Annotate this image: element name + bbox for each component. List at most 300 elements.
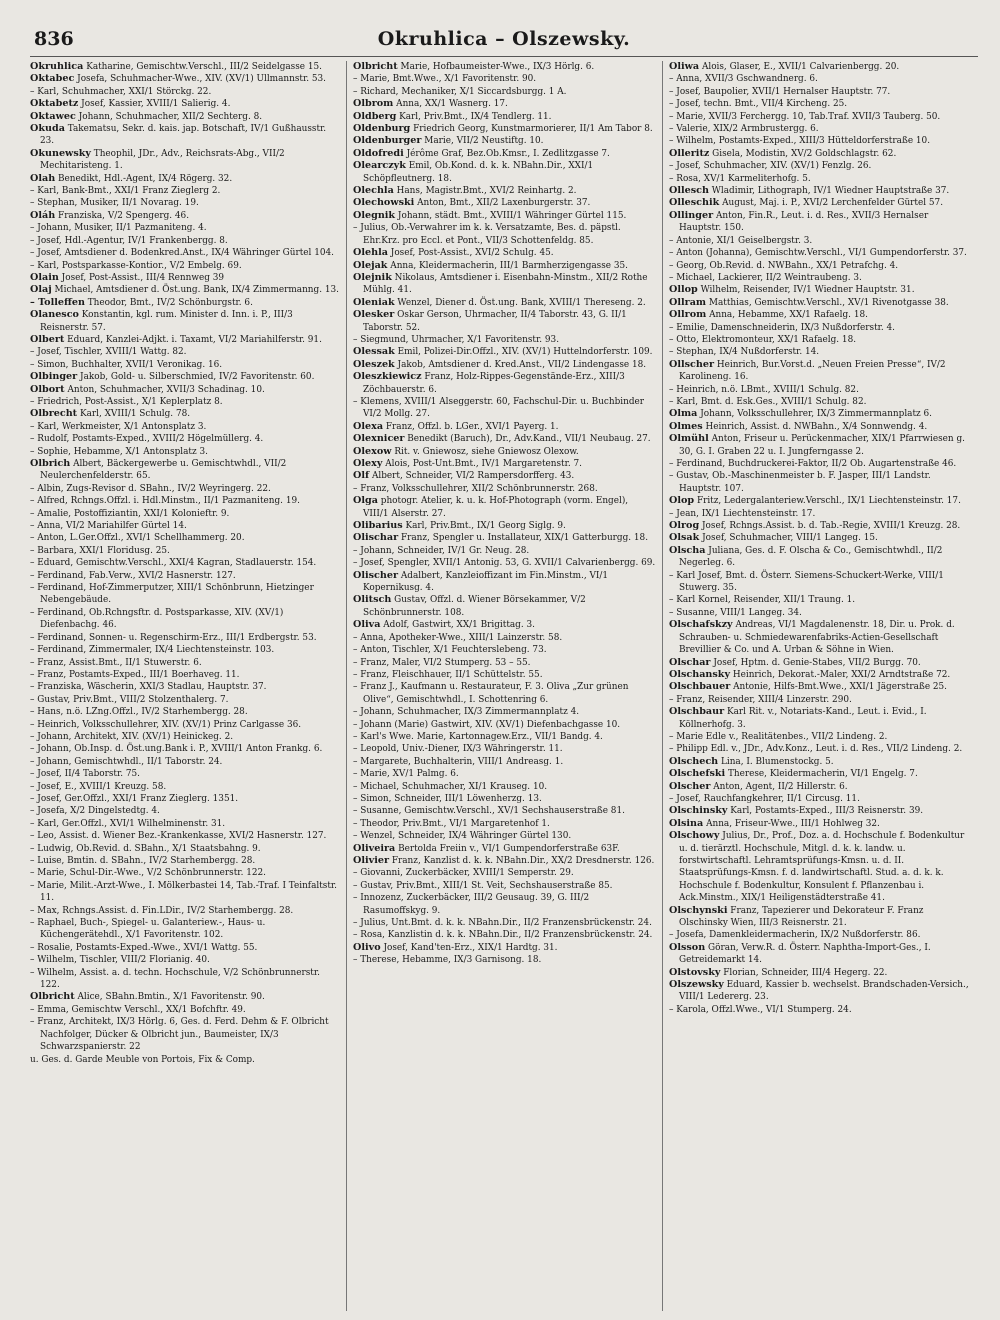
directory-entry bbox=[30, 991, 340, 1003]
entry-surname: Olejak bbox=[353, 259, 388, 271]
directory-entry bbox=[353, 619, 656, 631]
directory-entry bbox=[353, 185, 656, 197]
entry-details: – Ferdinand, Zimmermaler, IX/4 Liechtensteinstr. 103. bbox=[30, 645, 275, 656]
directory-entry bbox=[30, 235, 340, 247]
entry-surname: Olsson bbox=[669, 941, 706, 953]
directory-entry bbox=[353, 781, 656, 793]
entry-surname: Oktawec bbox=[30, 110, 76, 122]
directory-entry bbox=[353, 880, 656, 892]
entry-details: – Marie, Schul-Dir.-Wwe., V/2 Schönbrunnerstr. 122. bbox=[30, 868, 266, 879]
directory-entry bbox=[669, 346, 972, 358]
page-number: 836 bbox=[34, 28, 74, 50]
entry-details: Konstantin, kgl. rum. Minister d. Inn. i. P., III/3 Reisnerstr. 57. bbox=[40, 310, 293, 333]
entry-details: Franziska, V/2 Spengerg. 46. bbox=[58, 210, 190, 221]
entry-surname: Olsak bbox=[669, 532, 700, 544]
directory-entry bbox=[30, 1054, 340, 1066]
directory-entry bbox=[353, 830, 656, 842]
directory-entry bbox=[353, 359, 656, 371]
directory-entry bbox=[30, 446, 340, 458]
entry-details: – Franz, Reisender, XIII/4 Linzerstr. 290. bbox=[669, 694, 852, 705]
directory-entry bbox=[353, 483, 656, 495]
directory-entry bbox=[353, 160, 656, 185]
directory-entry bbox=[353, 917, 656, 929]
directory-entry bbox=[353, 446, 656, 458]
entry-surname: Olbrich bbox=[30, 458, 71, 469]
entry-surname: Olma bbox=[669, 408, 698, 420]
directory-entry bbox=[669, 756, 972, 768]
directory-entry bbox=[30, 61, 340, 73]
directory-entry bbox=[669, 173, 972, 185]
entry-surname: Oktabec bbox=[30, 73, 75, 85]
directory-entry bbox=[669, 433, 972, 458]
entry-details: – Anton (Johanna), Gemischtw.Verschl., VI/1 Gumpendorferstr. 37. bbox=[669, 248, 967, 259]
entry-surname: Oliwa bbox=[669, 61, 700, 72]
entry-surname: Oldenburger bbox=[353, 135, 422, 147]
entry-surname: Olop bbox=[669, 495, 695, 507]
directory-entry bbox=[353, 892, 656, 917]
directory-entry bbox=[669, 210, 972, 235]
entry-details: – Richard, Mechaniker, X/1 Siccardsburgg. 1 A. bbox=[353, 86, 567, 97]
directory-entry bbox=[30, 458, 340, 483]
entry-surname: Olexy bbox=[353, 458, 383, 469]
entry-details: – Jean, IX/1 Liechtensteinstr. 17. bbox=[669, 508, 816, 519]
entry-details: – Karl, Postsparkasse-Kontior., V/2 Embelg. 69. bbox=[30, 260, 242, 271]
entry-details: – Josef, E., XVIII/1 Kreuzg. 58. bbox=[30, 781, 167, 792]
directory-entry bbox=[353, 743, 656, 755]
directory-entry bbox=[30, 942, 340, 954]
directory-entry bbox=[353, 805, 656, 817]
directory-entry bbox=[669, 905, 972, 930]
entry-details: Florian, Schneider, III/4 Hegerg. 22. bbox=[723, 967, 888, 978]
directory-entry bbox=[353, 197, 656, 209]
directory-entry bbox=[669, 607, 972, 619]
directory-entry bbox=[353, 929, 656, 941]
entry-details: – Marie, XVII/3 Ferchergg. 10, Tab.Traf. XVII/3 Tauberg. 50. bbox=[669, 111, 941, 122]
directory-entry bbox=[353, 470, 656, 482]
directory-entry bbox=[669, 1004, 972, 1016]
directory-entry bbox=[30, 805, 340, 817]
directory-entry bbox=[353, 855, 656, 867]
directory-entry bbox=[353, 657, 656, 669]
directory-entry bbox=[353, 768, 656, 780]
directory-entry bbox=[669, 520, 972, 532]
entry-details: – Marie Edle v., Realitätenbes., VII/2 Lindeng. 2. bbox=[669, 731, 888, 742]
directory-entry bbox=[669, 272, 972, 284]
directory-entry bbox=[30, 880, 340, 905]
entry-details: – Karl's Wwe. Marie, Kartonnagew.Erz., VII/1 Bandg. 4. bbox=[353, 731, 603, 742]
directory-entry bbox=[30, 421, 340, 433]
entry-details: Gisela, Modistin, XV/2 Goldschlagstr. 62. bbox=[712, 148, 897, 159]
entry-details: Wladimir, Lithograph, IV/1 Wiedner Hauptstraße 37. bbox=[711, 186, 950, 197]
directory-entry bbox=[669, 260, 972, 272]
entry-surname: Oliveira bbox=[353, 842, 396, 854]
entry-details: – Johann, Musiker, II/1 Pazmaniteng. 4. bbox=[30, 223, 207, 234]
directory-entry bbox=[30, 508, 340, 520]
entry-details: – Heinrich, n.ö. LBmt., XVIII/1 Schulg. 82. bbox=[669, 384, 859, 395]
directory-entry bbox=[30, 793, 340, 805]
entry-surname: Olivo bbox=[353, 941, 381, 953]
directory-entry bbox=[30, 694, 340, 706]
directory-entry bbox=[30, 743, 340, 755]
directory-entry bbox=[669, 235, 972, 247]
entry-details: – Johann, Schuhmacher, IX/3 Zimmermannplatz 4. bbox=[353, 707, 580, 718]
directory-entry bbox=[30, 272, 340, 284]
directory-entry bbox=[30, 843, 340, 855]
entry-details: – Amalie, Postoffiziantin, XXI/1 Kolonieftr. 9. bbox=[30, 508, 230, 519]
directory-entry bbox=[669, 979, 972, 1004]
entry-details: – Michael, Schuhmacher, XI/1 Krauseg. 10. bbox=[353, 781, 548, 792]
entry-details: – Josefa, Damenkleidermacherin, IX/2 Nußdorferstr. 86. bbox=[669, 930, 921, 941]
entry-details: – Stephan, Musiker, II/1 Novarag. 19. bbox=[30, 198, 199, 209]
entry-details: – Anna, VI/2 Mariahilfer Gürtel 14. bbox=[30, 521, 187, 532]
directory-entry bbox=[30, 1016, 340, 1053]
entry-details: Josef, Kassier, XVIII/1 Salierig. 4. bbox=[81, 99, 231, 110]
directory-entry bbox=[30, 408, 340, 420]
entry-details: – Josef, II/4 Taborstr. 75. bbox=[30, 769, 140, 780]
directory-entry bbox=[30, 917, 340, 942]
entry-details: – Ferdinand, Fab.Verw., XVI/2 Hasnerstr. 127. bbox=[30, 570, 236, 581]
directory-entry bbox=[30, 818, 340, 830]
directory-entry bbox=[30, 111, 340, 123]
column-1 bbox=[30, 61, 346, 1311]
directory-entry bbox=[30, 681, 340, 693]
directory-entry bbox=[669, 706, 972, 731]
directory-entry bbox=[669, 657, 972, 669]
entry-surname: Oleniak bbox=[353, 296, 395, 308]
directory-entry bbox=[353, 954, 656, 966]
entry-details: Juliana, Ges. d. F. Olscha & Co., Gemischtwhdl., II/2 Negerleg. 6. bbox=[679, 545, 943, 569]
entry-surname: Oláh bbox=[30, 209, 56, 221]
entry-details: – Rudolf, Postamts-Exped., XVIII/2 Högelmüllerg. 4. bbox=[30, 434, 264, 445]
entry-details: – Gustav, Priv.Bmt., VIII/2 Stolzenthalerg. 7. bbox=[30, 694, 229, 705]
directory-entry bbox=[30, 495, 340, 507]
directory-entry bbox=[669, 86, 972, 98]
entry-details: Anton, Bmt., XII/2 Laxenburgerstr. 37. bbox=[417, 198, 591, 209]
entry-details: Lina, I. Blumenstockg. 5. bbox=[720, 756, 834, 767]
directory-entry bbox=[353, 843, 656, 855]
directory-entry bbox=[669, 768, 972, 780]
directory-entry bbox=[353, 297, 656, 309]
entry-surname: Olleschik bbox=[669, 197, 720, 209]
entry-details: Fritz, Ledergalanteriew.Verschl., IX/1 Liechtensteinstr. 17. bbox=[696, 496, 961, 507]
entry-details: Hans, Magistr.Bmt., XVI/2 Reinhartg. 2. bbox=[396, 186, 577, 197]
entry-details: – Anton, L.Ger.Offzl., XVI/1 Schellhammerg. 20. bbox=[30, 533, 245, 544]
entry-details: – Josef, Rauchfangkehrer, II/1 Circusg. 11. bbox=[669, 793, 860, 804]
directory-entry bbox=[353, 818, 656, 830]
directory-entry bbox=[30, 570, 340, 582]
directory-entry bbox=[669, 123, 972, 135]
entry-details: – Karl, Ger.Offzl., XVI/1 Wilhelminenstr. 31. bbox=[30, 818, 226, 829]
directory-entry bbox=[353, 942, 656, 954]
directory-entry bbox=[669, 111, 972, 123]
entry-details: Karl, XVIII/1 Schulg. 78. bbox=[79, 409, 191, 420]
directory-entry bbox=[669, 334, 972, 346]
directory-entry bbox=[30, 632, 340, 644]
entry-details: Rit. v. Gniewosz, siehe Gniewosz Olexow. bbox=[394, 446, 579, 457]
entry-details: Michael, Amtsdiener d. Öst.ung. Bank, IX/4 Zimmermanng. 13. bbox=[54, 285, 339, 296]
directory-entry bbox=[30, 657, 340, 669]
directory-entry bbox=[353, 222, 656, 247]
entry-surname: Oktabetz bbox=[30, 98, 79, 110]
entry-surname: Olain bbox=[30, 271, 59, 283]
entry-details: Alois, Glaser, E., XVII/1 Calvarienbergg. 20. bbox=[701, 62, 900, 72]
directory-entry bbox=[353, 545, 656, 557]
entry-details: Göran, Verw.R. d. Österr. Naphtha-Import-Ges., I. Getreidemarkt 14. bbox=[679, 942, 931, 966]
entry-details: Anton, Fin.R., Leut. i. d. Res., XVII/3 Hernalser Hauptstr. 150. bbox=[679, 210, 929, 234]
entry-details: Eduard, Kassier b. wechselst. Brandschaden-Versich., VIII/1 Ledererg. 23. bbox=[679, 980, 969, 1003]
directory-entry bbox=[669, 694, 972, 706]
directory-entry bbox=[30, 359, 340, 371]
entry-details: Anna, Friseur-Wwe., III/1 Hohlweg 32. bbox=[706, 818, 880, 829]
entry-details: – Antonie, XI/1 Geiselbergstr. 3. bbox=[669, 235, 813, 246]
entry-details: – Susanne, Gemischtw.Verschl., XV/1 Sechshauserstraße 81. bbox=[353, 806, 625, 817]
entry-surname: Olearczyk bbox=[353, 160, 406, 172]
entry-details: – Valerie, XIX/2 Armbrustergg. 6. bbox=[669, 124, 819, 135]
entry-details: Johann, Volksschullehrer, IX/3 Zimmermannplatz 6. bbox=[700, 409, 932, 420]
entry-details: – Eduard, Gemischtw.Verschl., XXI/4 Kagran, Stadlauerstr. 154. bbox=[30, 558, 317, 569]
entry-details: Gustav, Offzl. d. Wiener Börsekammer, V/2 Schönbrunnerstr. 108. bbox=[363, 595, 586, 618]
entry-surname: Ollram bbox=[669, 296, 707, 308]
directory-entry bbox=[30, 756, 340, 768]
directory-entry bbox=[353, 644, 656, 656]
entry-surname: – Tolleffen bbox=[30, 296, 85, 308]
entry-details: – Simon, Schneider, III/1 Löwenherzg. 13. bbox=[353, 793, 542, 804]
directory-entry bbox=[353, 148, 656, 160]
entry-details: – Karl, Bank-Bmt., XXI/1 Franz Zieglerg 2. bbox=[30, 186, 221, 197]
entry-details: – Franz, Postamts-Exped., III/1 Boerhaveg. 11. bbox=[30, 669, 240, 680]
entry-details: Antonie, Hilfs-Bmt.Wwe., XXI/1 Jägerstraße 25. bbox=[733, 682, 948, 693]
entry-details: Alice, SBahn.Bmtin., X/1 Favoritenstr. 90. bbox=[77, 992, 265, 1003]
entry-details: – Ferdinand, Ob.Rchngsftr. d. Postsparkasse, XIV. (XV/1) Diefenbachg. 46. bbox=[30, 607, 284, 631]
entry-surname: Olschbaur bbox=[669, 706, 725, 718]
directory-entry bbox=[353, 458, 656, 470]
entry-surname: Olleritz bbox=[669, 147, 710, 159]
entry-details: – Josef, Baupolier, XVII/1 Hernalser Hauptstr. 77. bbox=[669, 86, 891, 97]
entry-details: – Anna, XVII/3 Gschwandnerg. 6. bbox=[669, 74, 818, 85]
directory-entry bbox=[669, 309, 972, 321]
directory-entry bbox=[353, 632, 656, 644]
directory-entry bbox=[30, 185, 340, 197]
directory-entry bbox=[669, 532, 972, 544]
directory-entry bbox=[669, 594, 972, 606]
entry-surname: Olbricht bbox=[353, 61, 398, 72]
directory-entry bbox=[669, 185, 972, 197]
entry-surname: Olejnik bbox=[353, 271, 392, 283]
directory-entry bbox=[353, 309, 656, 334]
directory-entry bbox=[669, 942, 972, 967]
entry-details: – Otto, Elektromonteur, XX/1 Rafaelg. 18. bbox=[669, 334, 857, 345]
entry-details: Josef, Post-Assist., III/4 Rennweg 39 bbox=[61, 272, 224, 283]
entry-details: Franz, Tapezierer und Dekorateur F. Franz Olschinsky Wien, III/3 Reisnerstr. 21. bbox=[679, 905, 924, 929]
entry-details: – Marie, Milit.-Arzt-Wwe., I. Mölkerbastei 14, Tab.-Traf. I Teinfaltstr. 11. bbox=[30, 880, 337, 904]
entry-details: Takematsu, Sekr. d. kais. jap. Botschaft, IV/1 Gußhausstr. 23. bbox=[40, 124, 327, 147]
directory-entry bbox=[669, 545, 972, 570]
entry-details: – Josef, Ger.Offzl., XXI/1 Franz Zieglerg. 1351. bbox=[30, 793, 239, 804]
entry-details: – Julius, Ob.-Verwahrer im k. k. Versatzamte, Bes. d. päpstl. Ehr.Krz. pro Eccl. et Pont., VII/3 Schottenfeldg. 85. bbox=[353, 223, 621, 246]
entry-details: Albert, Bäckergewerbe u. Gemischtwhdl., VII/2 Neulerchenfelderstr. 65. bbox=[40, 459, 287, 482]
directory-entry bbox=[30, 197, 340, 209]
directory-entry bbox=[669, 818, 972, 830]
entry-details: – Alfred, Rchngs.Offzl. i. Hdl.Minstm., II/1 Pazmaniteng. 19. bbox=[30, 496, 300, 507]
directory-entry bbox=[353, 681, 656, 706]
entry-details: – Theodor, Priv.Bmt., VI/1 Margaretenhof 1. bbox=[353, 818, 550, 829]
directory-entry bbox=[353, 247, 656, 259]
directory-entry bbox=[30, 433, 340, 445]
entry-details: Johann, Schuhmacher, XII/2 Sechterg. 8. bbox=[78, 111, 263, 122]
entry-surname: Olschynski bbox=[669, 904, 728, 916]
entry-details: – Ferdinand, Sonnen- u. Regenschirm-Erz., III/1 Erdbergstr. 53. bbox=[30, 632, 317, 643]
entry-details: – Philipp Edl. v., JDr., Adv.Konz., Leut. i. d. Res., VII/2 Lindeng. 2. bbox=[669, 744, 963, 755]
entry-details: Franz, Holz-Rippes-Gegenstände-Erz., XIII/3 Zöchbauerstr. 6. bbox=[363, 372, 625, 395]
entry-surname: Olscher bbox=[669, 780, 711, 792]
entry-details: – Emma, Gemischtw Verschl., XX/1 Bofchftr. 49. bbox=[30, 1004, 246, 1015]
column-3 bbox=[662, 61, 978, 1311]
directory-entry bbox=[353, 371, 656, 396]
entry-details: – Wilhelm, Tischler, VIII/2 Florianig. 40. bbox=[30, 955, 210, 966]
entry-details: – Heinrich, Volksschullehrer, XIV. (XV/1) Prinz Carlgasse 36. bbox=[30, 719, 302, 730]
entry-details: Heinrich, Assist. d. NWBahn., X/4 Sonnwendg. 4. bbox=[705, 421, 928, 432]
directory-entry bbox=[353, 495, 656, 520]
entry-details: Theophil, JDr., Adv., Reichsrats-Abg., VII/2 Mechitaristeng. 1. bbox=[40, 148, 285, 172]
entry-surname: Olexa bbox=[353, 420, 384, 432]
entry-surname: Ollinger bbox=[669, 209, 714, 221]
directory-entry bbox=[353, 669, 656, 681]
entry-surname: Okruhlica bbox=[30, 61, 84, 72]
entry-details: – Karl, Bmt. d. Esk.Ges., XVIII/1 Schulg. 82. bbox=[669, 396, 867, 407]
directory-entry bbox=[353, 334, 656, 346]
directory-entry bbox=[353, 272, 656, 297]
entry-surname: Ollesch bbox=[669, 185, 709, 197]
entry-details: Heinrich, Dekorat.-Maler, XXI/2 Arndtstraße 72. bbox=[732, 669, 951, 680]
directory-entry bbox=[30, 954, 340, 966]
entry-details: Theodor, Bmt., IV/2 Schönburgstr. 6. bbox=[87, 297, 253, 308]
directory-entry bbox=[669, 61, 972, 73]
directory-entry bbox=[669, 805, 972, 817]
directory-entry bbox=[669, 681, 972, 693]
entry-details: Josefa, Schuhmacher-Wwe., XIV. (XV/1) Ullmannstr. 53. bbox=[77, 74, 326, 85]
directory-entry bbox=[669, 421, 972, 433]
directory-entry bbox=[353, 123, 656, 135]
entry-details: – Hans, n.ö. LZng.Offzl., IV/2 Starhembergg. 28. bbox=[30, 707, 248, 718]
entry-details: – Franz, Assist.Bmt., II/1 Stuwerstr. 6. bbox=[30, 657, 202, 668]
entry-surname: Ollscher bbox=[669, 358, 715, 370]
entry-details: Albert, Schneider, VI/2 Rampersdorfferg. 43. bbox=[371, 471, 575, 482]
directory-entry bbox=[30, 905, 340, 917]
directory-entry bbox=[353, 594, 656, 619]
entry-details: Karl, Priv.Bmt., IX/1 Georg Siglg. 9. bbox=[405, 521, 566, 532]
entry-surname: Olschowy bbox=[669, 830, 720, 842]
entry-details: Karl, Priv.Bmt., IX/4 Tendlerg. 11. bbox=[399, 111, 552, 122]
entry-surname: Oliva bbox=[353, 619, 381, 631]
entry-surname: Olmes bbox=[669, 420, 703, 432]
entry-surname: Olexnicer bbox=[353, 433, 405, 445]
directory-entry bbox=[669, 743, 972, 755]
entry-details: Jakob, Amtsdiener d. Kred.Anst., VII/2 Lindengasse 18. bbox=[397, 359, 647, 370]
directory-entry bbox=[30, 582, 340, 607]
directory-entry bbox=[353, 98, 656, 110]
directory-entry bbox=[30, 545, 340, 557]
entry-details: Adalbert, Kanzleioffizant im Fin.Minstm., VI/1 Kopernikusg. 4. bbox=[363, 570, 609, 594]
entry-details: – Josef, techn. Bmt., VII/4 Kircheng. 25. bbox=[669, 99, 848, 110]
directory-entry bbox=[669, 359, 972, 384]
directory-entry bbox=[669, 284, 972, 296]
directory-entry bbox=[669, 98, 972, 110]
entry-surname: Olischer bbox=[353, 569, 399, 581]
entry-details: – Anna, Apotheker-Wwe., XIII/1 Lainzerstr. 58. bbox=[353, 632, 563, 643]
entry-surname: Olrog bbox=[669, 520, 700, 532]
entry-surname: Olbricht bbox=[30, 991, 75, 1003]
directory-entry bbox=[30, 483, 340, 495]
entry-details: – Ferdinand, Buchdruckerei-Faktor, II/2 Ob. Augartenstraße 46. bbox=[669, 459, 957, 469]
entry-details: – Innozenz, Zuckerbäcker, III/2 Geusaug. 39, G. III/2 Rasumoffskyg. 9. bbox=[353, 893, 590, 916]
directory-entry bbox=[669, 160, 972, 172]
column-2 bbox=[346, 61, 662, 1311]
entry-details: – Karl Kornel, Reisender, XII/1 Traung. 1. bbox=[669, 595, 856, 606]
entry-surname: Olstovsky bbox=[669, 966, 721, 978]
entry-surname: Oldofredi bbox=[353, 147, 404, 159]
entry-details: – Therese, Hebamme, IX/3 Garnisong. 18. bbox=[353, 955, 542, 966]
entry-details: – Emilie, Damenschneiderin, IX/3 Nußdorferstr. 4. bbox=[669, 322, 896, 333]
entry-details: – Josef, Tischler, XVIII/1 Wattg. 82. bbox=[30, 347, 187, 358]
entry-details: – Franz J., Kaufmann u. Restaurateur, F. 3. Oliva „Zur grünen Olive“, Gemischtwhdl., I. Schottenring 6. bbox=[353, 682, 629, 705]
entry-details: Andreas, VI/1 Magdalenenstr. 18, Dir. u. Prok. d. Schrauben- u. Schmiedewarenfabriks-Actien-Gesellschaft Brevillier & Co. und A. Urban & Söhne in Wien. bbox=[679, 620, 955, 656]
entry-details: – Klemens, XVIII/1 Alseggerstr. 60, Fachschul-Dir. u. Buchbinder VI/2 Mollg. 27. bbox=[353, 396, 645, 420]
entry-surname: Olbrecht bbox=[30, 408, 78, 420]
directory-entry bbox=[30, 557, 340, 569]
entry-details: Wilhelm, Reisender, IV/1 Wiedner Hauptstr. 31. bbox=[700, 285, 915, 296]
entry-details: – Wilhelm, Postamts-Exped., XIII/3 Hütteldorferstraße 10. bbox=[669, 136, 931, 147]
entry-details: u. Ges. d. Garde Meuble von Portois, Fix & Comp. bbox=[30, 1054, 255, 1065]
directory-entry bbox=[30, 86, 340, 98]
directory-columns bbox=[30, 61, 978, 1311]
entry-details: Benedikt (Baruch), Dr., Adv.Kand., VII/1 Neubaug. 27. bbox=[407, 434, 651, 445]
entry-details: Anna, Kleidermacherin, III/1 Barmherzigengasse 35. bbox=[390, 260, 628, 271]
entry-details: Adolf, Gastwirt, XX/1 Brigittag. 3. bbox=[383, 620, 535, 631]
entry-details: Marie, Hofbaumeister-Wwe., IX/3 Hörlg. 6. bbox=[400, 62, 595, 72]
entry-surname: Oleszek bbox=[353, 358, 395, 370]
entry-details: Franz, Offzl. b. LGer., XVI/1 Payerg. 1. bbox=[385, 421, 559, 432]
directory-entry bbox=[30, 967, 340, 992]
directory-entry bbox=[353, 86, 656, 98]
directory-entry bbox=[30, 520, 340, 532]
entry-details: Jérôme Graf, Bez.Ob.Kmsr., I. Zedlitzgasse 7. bbox=[406, 148, 610, 159]
directory-entry bbox=[669, 247, 972, 259]
entry-surname: Olbert bbox=[30, 333, 65, 345]
running-head: Okruhlica – Olszewsky. bbox=[377, 28, 631, 50]
entry-details: Franz, Spengler u. Installateur, XIX/1 Gatterburgg. 18. bbox=[400, 533, 649, 544]
entry-details: – Ludwig, Ob.Revid. d. SBahn., X/1 Staatsbahng. 9. bbox=[30, 843, 261, 854]
entry-details: Josef, Hptm. d. Genie-Stabes, VII/2 Burgg. 70. bbox=[713, 657, 921, 668]
entry-details: – Michael, Lackierer, II/2 Weintraubeng. 3. bbox=[669, 272, 862, 283]
directory-entry bbox=[30, 706, 340, 718]
entry-details: Heinrich, Bur.Vorst.d. „Neuen Freien Presse“, IV/2 Karolineng. 16. bbox=[679, 359, 946, 383]
entry-details: – Siegmund, Uhrmacher, X/1 Favoritenstr. 93. bbox=[353, 334, 560, 345]
directory-entry bbox=[669, 396, 972, 408]
entry-details: – Franz, Maler, VI/2 Stumperg. 53 – 55. bbox=[353, 657, 531, 668]
entry-surname: Olanesco bbox=[30, 309, 79, 321]
entry-details: – Josefa, X/2 Dingelstedtg. 4. bbox=[30, 806, 160, 817]
directory-entry bbox=[30, 830, 340, 842]
directory-entry bbox=[30, 247, 340, 259]
entry-details: – Margarete, Buchhalterin, VIII/1 Andreasg. 1. bbox=[353, 756, 564, 767]
directory-entry bbox=[353, 346, 656, 358]
directory-entry bbox=[30, 346, 340, 358]
entry-details: – Simon, Buchhalter, XVII/1 Veronikag. 16. bbox=[30, 359, 223, 370]
directory-entry bbox=[353, 111, 656, 123]
entry-details: Josef, Kand'ten-Erz., XIX/1 Hardtg. 31. bbox=[383, 942, 558, 953]
entry-surname: Olschansky bbox=[669, 668, 731, 680]
entry-details: – Leopold, Univ.-Diener, IX/3 Währingerstr. 11. bbox=[353, 744, 563, 755]
